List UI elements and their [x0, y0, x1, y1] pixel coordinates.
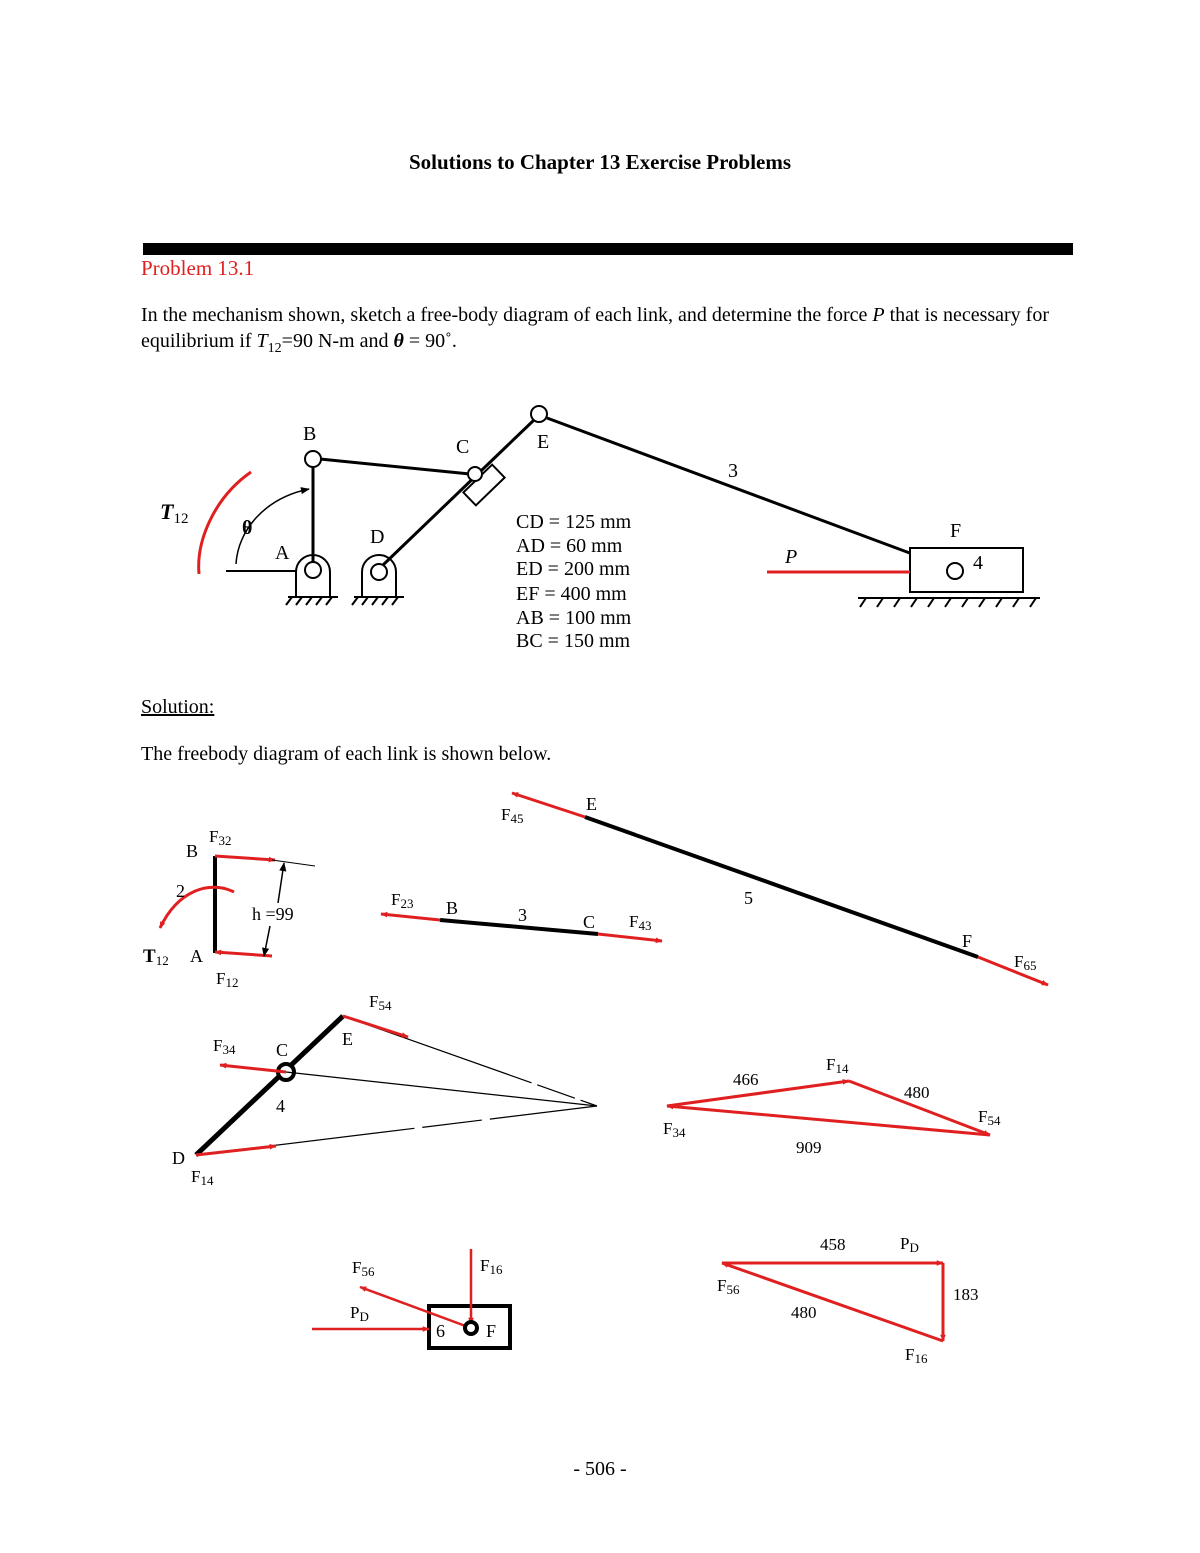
- torque-sub: 12: [267, 341, 282, 356]
- statement-part2: that is necessary for equilibrium if: [141, 304, 1049, 352]
- fbd-link-6: [312, 1249, 510, 1348]
- label-458: 458: [820, 1235, 846, 1254]
- label-f43: F43: [629, 912, 652, 933]
- label-f23: F23: [391, 890, 414, 911]
- label-fbd6-f: F: [486, 1321, 497, 1341]
- label-theta: θ: [242, 517, 253, 539]
- label-f56: F56: [352, 1258, 375, 1279]
- dimension-bc: BC = 150 mm: [516, 630, 631, 652]
- mechanism-diagram: [160, 406, 1040, 652]
- fbd-link-2: [143, 827, 315, 990]
- problem-heading: Problem 13.1: [141, 256, 255, 280]
- label-fbd2-torque: T12: [143, 946, 169, 968]
- label-poly1-f34: F34: [663, 1119, 686, 1140]
- label-fbd2-b: B: [186, 841, 199, 861]
- label-480-a: 480: [904, 1083, 930, 1102]
- label-f34: F34: [213, 1036, 236, 1057]
- label-fbd5-link: 5: [744, 888, 753, 908]
- pin-b: [305, 451, 321, 467]
- dimension-ad: AD = 60 mm: [516, 535, 623, 557]
- label-fbd6-link: 6: [436, 1321, 445, 1341]
- force-f65-arrow: [978, 957, 1048, 985]
- label-fbd4-c: C: [276, 1040, 289, 1060]
- torque-t12-arrow: [160, 887, 234, 928]
- statement-part4: = 90˚.: [403, 330, 457, 352]
- label-f54: F54: [369, 992, 392, 1013]
- pin-f: [947, 563, 963, 579]
- force-f32-arrow: [215, 856, 275, 860]
- page-number: - 506 -: [573, 1458, 627, 1480]
- label-link-3: 3: [728, 460, 738, 482]
- fbd-link-5: [501, 793, 1048, 985]
- page-title: Solutions to Chapter 13 Exercise Problems: [408, 150, 792, 174]
- label-fbd5-e: E: [586, 794, 597, 814]
- dimension-cd: CD = 125 mm: [516, 511, 632, 533]
- label-poly2-pd: PD: [900, 1234, 919, 1255]
- label-f65: F65: [1014, 952, 1037, 973]
- force-f43-arrow: [598, 934, 662, 941]
- label-h: h =99: [252, 904, 294, 924]
- label-poly1-f54: F54: [978, 1107, 1001, 1128]
- label-fbd2-a: A: [190, 946, 203, 966]
- label-poly1-f14: F14: [826, 1055, 849, 1076]
- label-poly2-f16: F16: [905, 1345, 928, 1366]
- label-poly2-f56: F56: [717, 1276, 740, 1297]
- label-fbd2-link: 2: [176, 881, 185, 901]
- h-dim-lower: [264, 926, 270, 956]
- ground-pivot-a: [286, 555, 338, 605]
- label-183: 183: [953, 1285, 979, 1304]
- torque-symbol: T: [256, 330, 268, 352]
- label-f: F: [950, 520, 962, 542]
- polygon2-f56: [722, 1263, 943, 1341]
- label-466: 466: [733, 1070, 759, 1089]
- polygon1-f34: [667, 1106, 990, 1135]
- dimension-ef: EF = 400 mm: [516, 583, 627, 605]
- force-polygon-1: [663, 1055, 1001, 1157]
- label-fbd5-f: F: [962, 931, 973, 951]
- label-fbd3-c: C: [583, 912, 596, 932]
- label-f14: F14: [191, 1167, 214, 1188]
- link-5-body: [585, 817, 978, 957]
- label-f16: F16: [480, 1256, 503, 1277]
- dimension-ed: ED = 200 mm: [516, 558, 631, 580]
- theta-symbol: θ: [393, 330, 404, 352]
- pin-fbd6-f: [465, 1322, 477, 1334]
- force-f23-arrow: [381, 914, 440, 920]
- pin-c: [468, 467, 482, 481]
- force-symbol: P: [872, 304, 885, 326]
- force-polygon-2: [717, 1234, 979, 1366]
- solution-label: Solution:: [141, 696, 215, 718]
- slider-f: [910, 548, 1023, 592]
- label-fbd3-link: 3: [518, 905, 527, 925]
- label-c: C: [456, 436, 470, 458]
- label-e: E: [537, 431, 550, 453]
- force-f14-arrow: [196, 1146, 276, 1155]
- ground-pivot-d: [352, 555, 404, 605]
- label-torque: T12: [160, 499, 189, 527]
- label-f32: F32: [209, 827, 232, 848]
- fbd-link-3: [381, 890, 662, 941]
- fbd-link-4: [172, 992, 597, 1188]
- label-d: D: [370, 526, 385, 548]
- fbd-intro: The freebody diagram of each link is shown below.: [141, 743, 552, 765]
- statement-part1: In the mechanism shown, sketch a free-body diagram of each link, and determine the force: [141, 304, 873, 326]
- pin-e: [531, 406, 547, 422]
- label-480-b: 480: [791, 1303, 817, 1322]
- label-b: B: [303, 423, 317, 445]
- label-f45: F45: [501, 805, 524, 826]
- dimension-list: [516, 511, 632, 652]
- moment-arm-line: [272, 860, 315, 866]
- label-fbd3-b: B: [446, 898, 459, 918]
- label-fbd4-link: 4: [276, 1096, 285, 1116]
- label-f12: F12: [216, 969, 239, 990]
- label-force-p: P: [785, 546, 798, 568]
- link-bc: [320, 459, 470, 474]
- label-909: 909: [796, 1138, 822, 1157]
- label-a: A: [275, 542, 290, 564]
- statement-part3: =90 N-m and: [281, 330, 394, 352]
- label-fbd4-e: E: [342, 1029, 353, 1049]
- h-dim-upper: [278, 863, 284, 903]
- force-f34-arrow: [220, 1065, 286, 1072]
- label-link-4: 4: [973, 552, 983, 574]
- label-fbd4-d: D: [172, 1148, 185, 1168]
- dimension-ab: AB = 100 mm: [516, 607, 632, 629]
- ground-slider: [858, 598, 1040, 607]
- label-pd: PD: [350, 1303, 369, 1324]
